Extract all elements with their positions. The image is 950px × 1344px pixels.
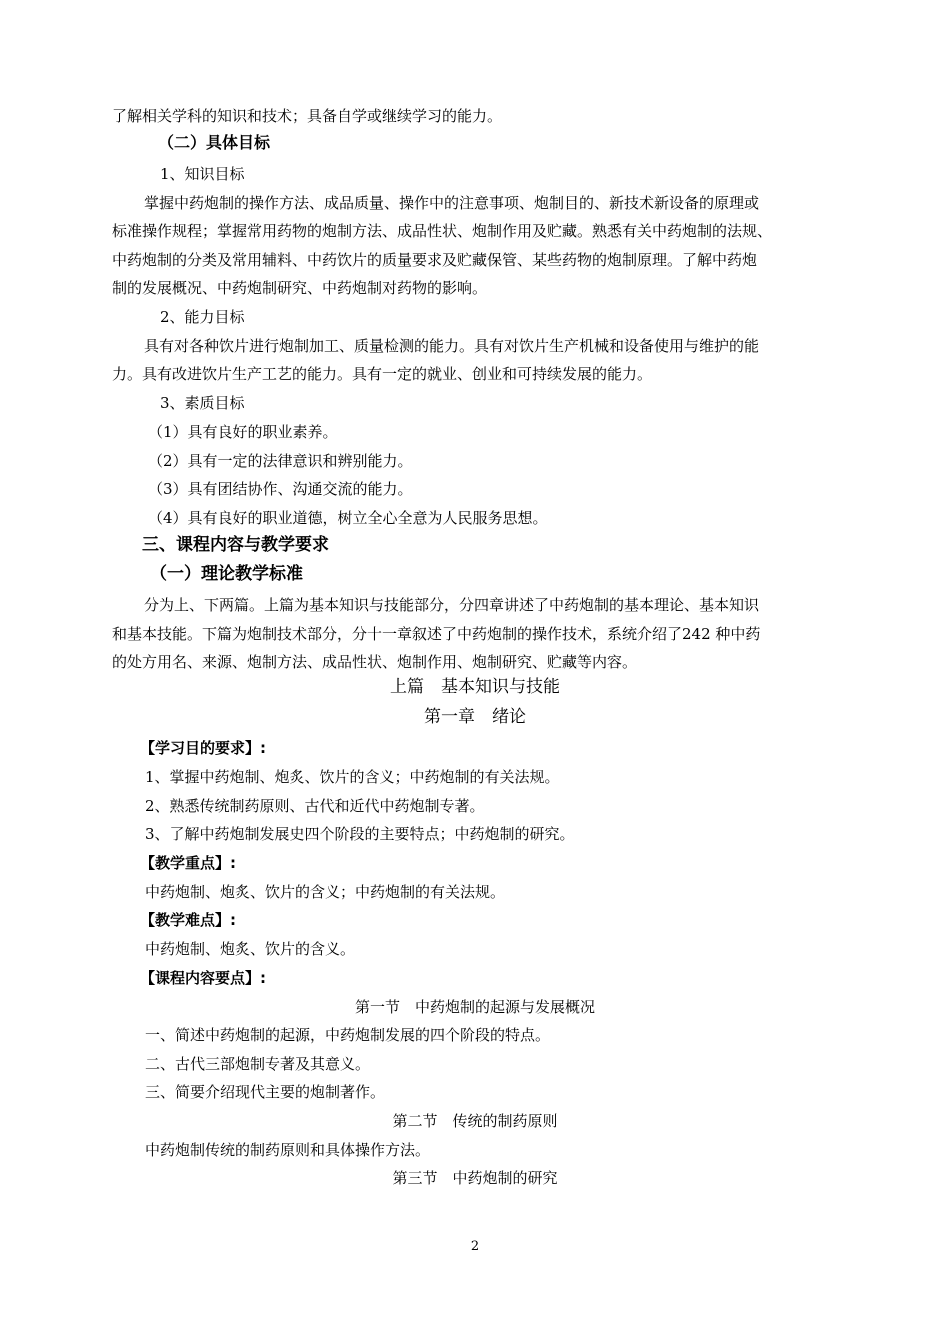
section-title: 第二节 传统的制药原则 [392,1112,558,1130]
list-item: 三、简要介绍现代主要的炮制著作。 [145,1083,386,1101]
list-item: 二、古代三部炮制专著及其意义。 [145,1055,371,1073]
subsection-heading: 2、能力目标 [160,308,245,326]
section-title: 第三节 中药炮制的研究 [392,1169,558,1187]
text-line: 中药炮制、炮炙、饮片的含义；中药炮制的有关法规。 [145,883,506,901]
bold-label: 【学习目的要求】: [140,739,266,757]
list-item: （4）具有良好的职业道德，树立全心全意为人民服务思想。 [148,509,548,527]
list-item: 2、熟悉传统制药原则、古代和近代中药炮制专著。 [145,797,485,815]
part-title: 上篇 基本知识与技能 [390,677,560,697]
text-line: 掌握中药炮制的操作方法、成品质量、操作中的注意事项、炮制目的、新技术新设备的原理或 [144,194,760,212]
text-line: 和基本技能。下篇为炮制技术部分，分十一章叙述了中药炮制的操作技术，系统介绍了242 种中药 [112,625,761,643]
list-item: 1、掌握中药炮制、炮炙、饮片的含义；中药炮制的有关法规。 [145,768,560,786]
text-line: 中药炮制传统的制药原则和具体操作方法。 [145,1141,431,1159]
section-heading: （一）理论教学标准 [150,564,303,584]
subsection-heading: 3、素质目标 [160,394,245,412]
section-heading: （二）具体目标 [158,133,271,152]
text-line: 制的发展概况、中药炮制研究、中药炮制对药物的影响。 [112,279,488,297]
list-item: （1）具有良好的职业素养。 [148,423,338,441]
text-line: 标准操作规程；掌握常用药物的炮制方法、成品性状、炮制作用及贮藏。熟悉有关中药炮制的法规、 [112,222,773,240]
text-line: 中药炮制、炮炙、饮片的含义。 [145,940,356,958]
text-line: 的处方用名、来源、炮制方法、成品性状、炮制作用、炮制研究、贮藏等内容。 [112,653,638,671]
list-item: 3、了解中药炮制发展史四个阶段的主要特点；中药炮制的研究。 [145,825,575,843]
list-item: （2）具有一定的法律意识和辨别能力。 [148,452,413,470]
bold-label: 【课程内容要点】: [140,969,266,987]
subsection-heading: 1、知识目标 [160,165,245,183]
text-line: 具有对各种饮片进行炮制加工、质量检测的能力。具有对饮片生产机械和设备使用与维护的能 [144,337,760,355]
text-line: 了解相关学科的知识和技术；具备自学或继续学习的能力。 [112,107,503,125]
list-item: （3）具有团结协作、沟通交流的能力。 [148,480,413,498]
section-title: 第一节 中药炮制的起源与发展概况 [354,998,595,1016]
list-item: 一、简述中药炮制的起源，中药炮制发展的四个阶段的特点。 [145,1026,551,1044]
chapter-heading: 三、课程内容与教学要求 [142,535,329,555]
chapter-title: 第一章 绪论 [424,707,526,727]
bold-label: 【教学重点】: [140,854,236,872]
text-line: 中药炮制的分类及常用辅料、中药饮片的质量要求及贮藏保管、某些药物的炮制原理。了解中药炮 [112,251,758,269]
page-number: 2 [470,1239,480,1254]
text-line: 力。具有改进饮片生产工艺的能力。具有一定的就业、创业和可持续发展的能力。 [112,365,653,383]
text-line: 分为上、下两篇。上篇为基本知识与技能部分，分四章讲述了中药炮制的基本理论、基本知识 [144,596,760,614]
bold-label: 【教学难点】: [140,911,236,929]
